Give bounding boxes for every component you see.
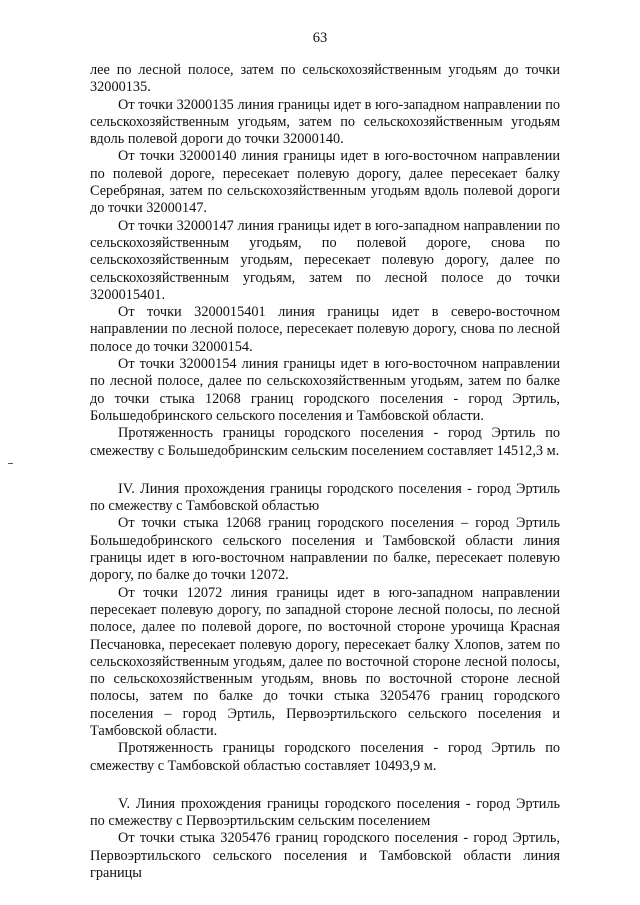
paragraph: От точки стыка 3205476 границ городского поселения - город Эртиль, Первоэртильского сельского поселения и Тамбовской области линия границы bbox=[90, 830, 560, 882]
paragraph-continuation: лее по лесной полосе, затем по сельскохозяйственным угодьям до точки 32000135. bbox=[90, 62, 560, 96]
paragraph: От точки стыка 12068 границ городского поселения – город Эртиль Большедобринского сельского поселения и Тамбовской области линия границы идет в юго-восточном направлении по балке, пересекает полевую дорогу, по балке до точки 12072. bbox=[90, 515, 560, 584]
margin-mark bbox=[8, 463, 13, 464]
paragraph: От точки 3200015401 линия границы идет в северо-восточном направлении по лесной полосе, пересекает полевую дорогу, снова по лесной полосе до точки 32000154. bbox=[90, 304, 560, 355]
document-body bbox=[90, 62, 560, 882]
paragraph: От точки 12072 линия границы идет в юго-западном направлении пересекает полевую дорогу, по западной стороне лесной полосы, по лесной полосе, далее по полевой дороге, по восточной стороне урочища Красная Песчановка, пересекает полевую дорогу, пересекает балку Хлопов, затем по сельскохозяйственным угодьям, далее по восточной стороне лесной полосы, по сельскохозяйственным угодьям, вновь по восточной стороне лесной полосы, затем по балке до точки стыка 3205476 границ городского поселения – город Эртиль, Первоэртильского сельского поселения и Тамбовской области. bbox=[90, 584, 560, 739]
section-heading-v: V. Линия прохождения границы городского поселения - город Эртиль по смежеству с Первоэртильским сельским поселением bbox=[90, 795, 560, 830]
page-number: 63 bbox=[312, 30, 328, 46]
paragraph: От точки 32000135 линия границы идет в юго-западном направлении по сельскохозяйственным угодьям, затем по сельскохозяйственным угодьям вдоль полевой дороги до точки 32000140. bbox=[90, 96, 560, 148]
section-heading-iv: IV. Линия прохождения границы городского поселения - город Эртиль по смежеству с Тамбовской областью bbox=[90, 480, 560, 515]
paragraph: От точки 32000154 линия границы идет в юго-восточном направлении по лесной полосе, далее по сельскохозяйственным угодьям, затем по балке до точки стыка 12068 границ городского поселения - город Эртиль, Большедобринского сельского поселения и Тамбовской области. bbox=[90, 356, 560, 424]
paragraph-length-summary: Протяженность границы городского поселения - город Эртиль по смежеству с Тамбовской областью составляет 10493,9 м. bbox=[90, 740, 560, 774]
paragraph: От точки 32000140 линия границы идет в юго-восточном направлении по полевой дороге, пересекает полевую дорогу, далее пересекает балку Серебряная, затем по сельскохозяйственным угодьям вдоль полевой дороги до точки 32000147. bbox=[90, 148, 560, 217]
paragraph-length-summary: Протяженность границы городского поселения - город Эртиль по смежеству с Большедобринским сельским поселением составляет 14512,3 м. bbox=[90, 425, 560, 459]
paragraph: От точки 32000147 линия границы идет в юго-западном направлении по сельскохозяйственным угодьям, по полевой дороге, снова по сельскохозяйственным угодьям, пересекает полевую дорогу, далее по сельскохозяйственным угодьям, затем по лесной полосе до точки 3200015401. bbox=[90, 217, 560, 303]
